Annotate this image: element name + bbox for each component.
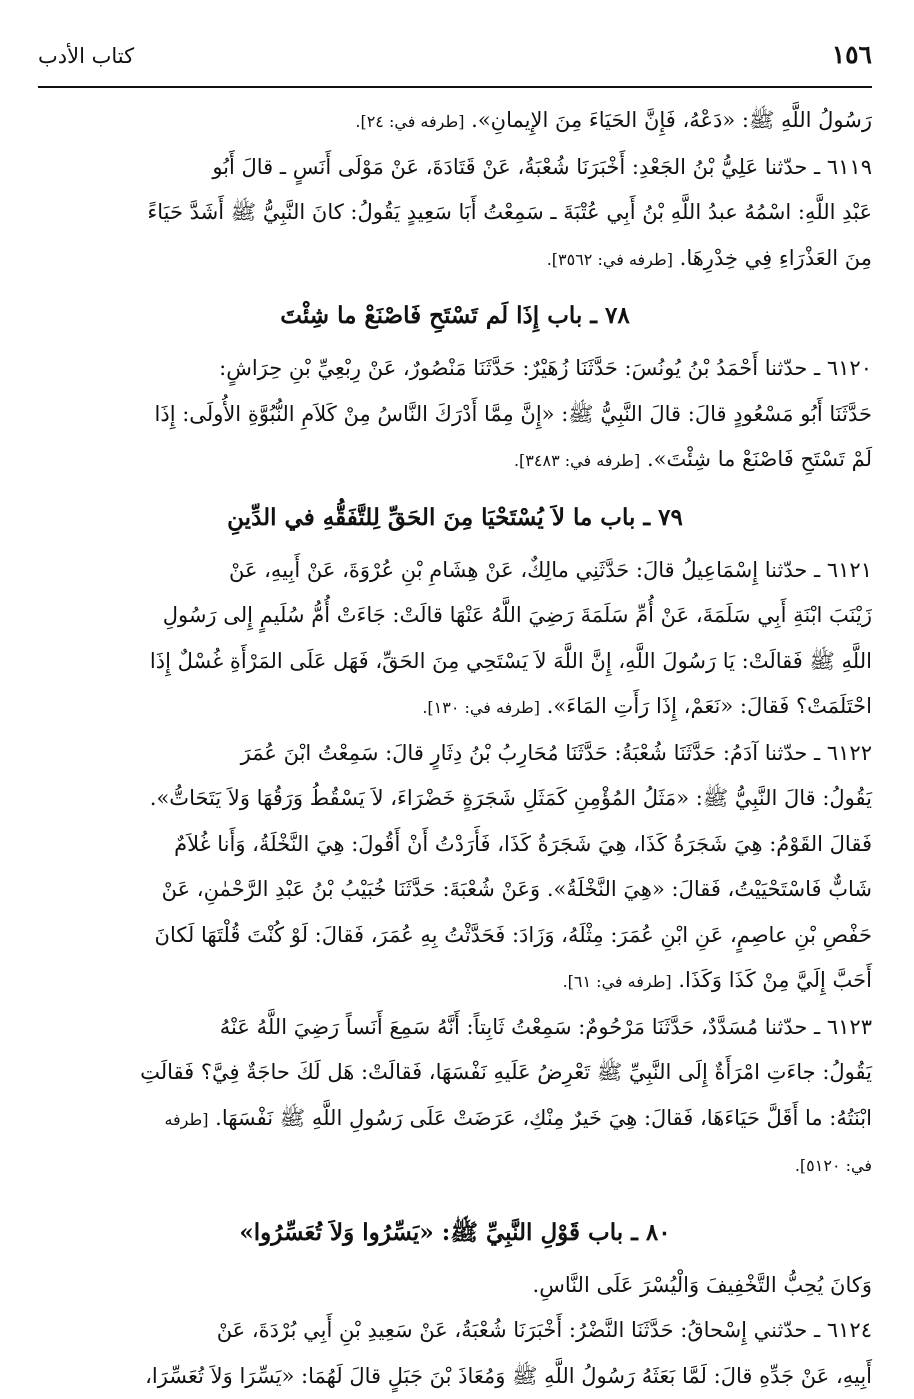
text-line: ٦١٢٤ ـ حدّثني إِسْحاقُ: حَدَّثَنَا النَّضْرُ: أَخْبَرَنَا شُعْبَةُ، عَنْ سَعِيدِ بْنِ أَبِي بُرْدَةَ، عَنْ	[38, 1308, 872, 1354]
text-line: عَبْدِ اللَّهِ: اسْمُهُ عبدُ اللَّهِ بْنُ أَبِي عُتْبَةَ ـ سَمِعْتُ أَبَا سَعِيدٍ يَقُولُ: كانَ النَّبِيُّ ﷺ أَشَدَّ حَيَاءً	[38, 190, 872, 236]
text-line: أَحَبَّ إِلَيَّ مِنْ كَذَا وَكَذَا. [طرفه في: ٦١].	[38, 958, 872, 1005]
text-line: فَقالَ القَوْمُ: هِيَ شَجَرَةُ كَذَا، هِيَ شَجَرَةُ كَذَا، فَأَرَدْتُ أَنْ أَقُولَ: هِيَ النَّخْلَةُ، وَأَنا غُلاَمٌ	[38, 822, 872, 868]
hadith-6121	[38, 548, 872, 731]
chapter-title-78: ٧٨ ـ باب إِذَا لَم تَسْتَحِ فَاصْنَعْ ما شِئْتَ	[38, 292, 872, 340]
text-line: أَبِيهِ، عَنْ جَدِّهِ قالَ: لَمَّا بَعَثَهُ رَسُولُ اللَّهِ ﷺ وَمُعَاذَ بْنَ جَبَلٍ قالَ لَهُمَا: «يَسِّرَا وَلاَ تُعَسِّرَا،	[38, 1354, 872, 1399]
text-line: ٦١٢٢ ـ حدّثنا آدَمُ: حَدَّثَنَا شُعْبَةُ: حَدَّثَنَا مُحَارِبُ بْنُ دِثَارٍ قالَ: سَمِعْتُ ابْنَ عُمَرَ	[38, 731, 872, 777]
section-gap	[38, 1189, 872, 1199]
hadith-6124	[38, 1308, 872, 1399]
text-line: حَفْصِ بْنِ عاصِمٍ، عَنِ ابْنِ عُمَرَ: مِثْلَهُ، وَزَادَ: فَحَدَّثْتُ بِهِ عُمَرَ، فَقالَ: لَوْ كُنْتَ قُلْتَهَا لَكانَ	[38, 913, 872, 959]
intro-line: رَسُولُ اللَّهِ ﷺ: «دَعْهُ، فَإِنَّ الحَيَاءَ مِنَ الإِيمانِ». [طرفه في: ٢٤].	[38, 98, 872, 145]
text-line: ٦١١٩ ـ حدّثنا عَلِيُّ بْنُ الجَعْدِ: أَخْبَرَنَا شُعْبَةُ، عَنْ قَتَادَةَ، عَنْ مَوْلَى أَنَسٍ ـ قالَ أَبُو	[38, 145, 872, 191]
header-rule	[38, 86, 872, 88]
running-title: كتاب الأدب	[38, 44, 134, 68]
hadith-6123	[38, 1005, 872, 1189]
hadith-6120	[38, 346, 872, 484]
text-line: اللَّهِ ﷺ فَقالَتْ: يَا رَسُولَ اللَّهِ، إِنَّ اللَّهَ لاَ يَسْتَحِي مِنَ الحَقِّ، فَهَل عَلَى المَرْأَةِ غُسْلٌ إِذَا	[38, 639, 872, 685]
cross-reference: في: ٥١٢٠].	[795, 1156, 872, 1175]
text-line: ٦١٢١ ـ حدّثنا إِسْمَاعِيلُ قالَ: حَدَّثَنِي مالِكٌ، عَنْ هِشَامِ بْنِ عُرْوَةَ، عَنْ أَبِيهِ، عَنْ	[38, 548, 872, 594]
hadith-6119	[38, 145, 872, 283]
text-line: يَقُولُ: قالَ النَّبِيُّ ﷺ: «مَثَلُ المُؤْمِنِ كَمَثَلِ شَجَرَةٍ خَضْرَاءَ، لاَ يَسْقُطُ وَرَقُهَا وَلاَ يَتَحَاتُّ».	[38, 776, 872, 822]
cross-reference: [طرفه في: ٦١].	[563, 972, 672, 991]
text-line: حَدَّثَنَا أَبُو مَسْعُودٍ قالَ: قالَ النَّبِيُّ ﷺ: «إِنَّ مِمَّا أَدْرَكَ النَّاسُ مِنْ كَلاَمِ النُّبُوَّةِ الأُولَى: إِذَا	[38, 392, 872, 438]
cross-reference: [طرفه	[164, 1110, 208, 1129]
text-line	[38, 1142, 872, 1189]
text-line: مِنَ العَذْرَاءِ فِي خِدْرِهَا. [طرفه في: ٣٥٦٢].	[38, 236, 872, 283]
page-header	[38, 40, 872, 84]
hadith-6122	[38, 731, 872, 1005]
text-line: ابْنَتُهُ: ما أَقَلَّ حَيَاءَهَا، فَقالَ: هِيَ خَيرٌ مِنْكِ، عَرَضَتْ عَلَى رَسُولِ اللَّهِ ﷺ نَفْسَهَا. [طرفه	[38, 1096, 872, 1143]
text-line: احْتَلَمَتْ؟ فَقالَ: «نَعَمْ، إِذَا رَأَتِ المَاءَ». [طرفه في: ١٣٠].	[38, 684, 872, 731]
chapter-title-80: ٨٠ ـ باب قَوْلِ النَّبِيِّ ﷺ: «يَسِّرُوا وَلاَ تُعَسِّرُوا»	[38, 1209, 872, 1257]
cross-reference: [طرفه في: ١٣٠].	[422, 698, 540, 717]
text-line: زَيْنَبَ ابْنَةِ أَبِي سَلَمَةَ، عَنْ أُمِّ سَلَمَةَ رَضِيَ اللَّهُ عَنْهَا قالَتْ: جَاءَتْ أُمُّ سُلَيمٍ إِلى رَسُولِ	[38, 593, 872, 639]
text-line: يَقُولُ: جاءَتِ امْرَأَةٌ إِلَى النَّبِيِّ ﷺ تَعْرِضُ عَلَيهِ نَفْسَهَا، فَقالَتْ: هَل لَكَ حاجَةٌ فِيَّ؟ فَقالَتِ	[38, 1050, 872, 1096]
cross-reference: [طرفه في: ٣٤٨٣].	[514, 451, 640, 470]
text-line: ٦١٢٠ ـ حدّثنا أَحْمَدُ بْنُ يُونُسَ: حَدَّثَنَا زُهَيْرٌ: حَدَّثَنَا مَنْصُورٌ، عَنْ رِبْعِيِّ بْنِ حِرَاشٍ:	[38, 346, 872, 392]
chapter-title-79: ٧٩ ـ باب ما لاَ يُسْتَحْيَا مِنَ الحَقِّ لِلتَّفَقُّهِ في الدِّينِ	[38, 494, 872, 542]
text-line: ٦١٢٣ ـ حدّثنا مُسَدَّدٌ، حَدَّثَنَا مَرْحُومٌ: سَمِعْتُ ثَابِتاً: أَنَّهُ سَمِعَ أَنَساً رَضِيَ اللَّهُ عَنْهُ	[38, 1005, 872, 1051]
page-number: ١٥٦	[832, 40, 872, 69]
cross-reference: [طرفه في: ٢٤].	[355, 112, 464, 131]
text-line: لَمْ تَسْتَحِ فَاصْنَعْ ما شِئْتَ». [طرفه في: ٣٤٨٣].	[38, 437, 872, 484]
chapter-subtitle-80: وَكانَ يُحِبُّ التَّخْفِيفَ وَالْيُسْرَ عَلَى النَّاسِ.	[38, 1263, 872, 1309]
cross-reference: [طرفه في: ٣٥٦٢].	[547, 250, 673, 269]
text-line: شَابٌّ فَاسْتَحْيَيْتُ، فَقالَ: «هِيَ النَّخْلَةُ». وَعَنْ شُعْبَةَ: حَدَّثَنَا خُبَيْبُ بْنُ عَبْدِ الرَّحْمٰنِ، عَنْ	[38, 867, 872, 913]
